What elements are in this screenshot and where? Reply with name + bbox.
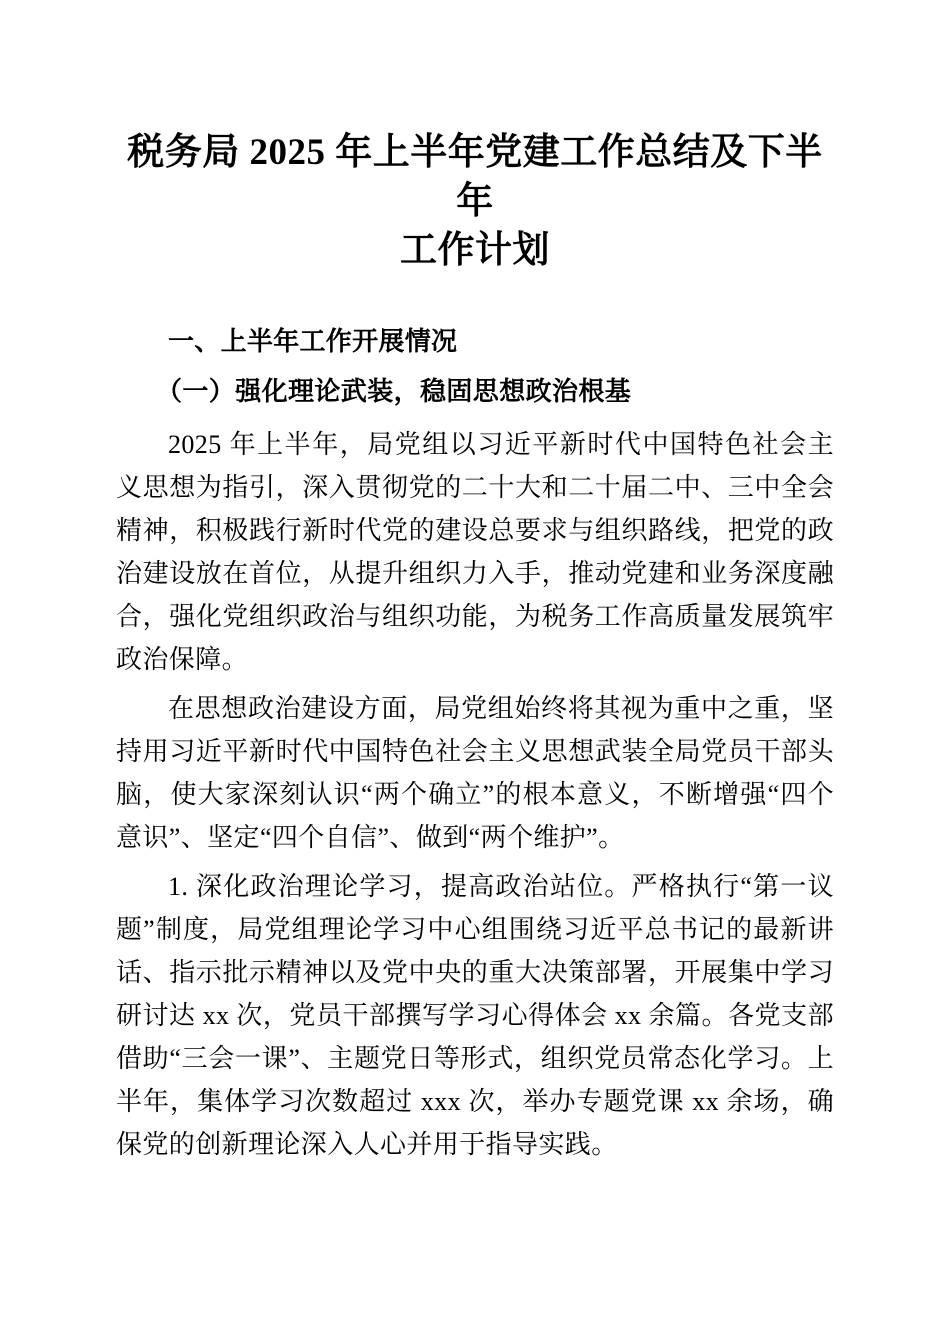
page-title-line-1: 税务局 2025 年上半年党建工作总结及下半年	[127, 132, 823, 222]
subsection-heading-1: （一）强化理论武装，稳固思想政治根基	[156, 377, 632, 406]
document-content	[116, 0, 834, 1166]
page-title	[116, 0, 834, 275]
section-heading-1: 一、上半年工作开展情况	[168, 326, 458, 356]
body-paragraph-1: 2025 年上半年，局党组以习近平新时代中国特色社会主义思想为指引，深入贯彻党的二十大和二十届二中、三中全会精神，积极践行新时代党的建设总要求与组织路线，把党的政治建设放在首位，从提升组织力入手，推动党建和业务深度融合，强化党组织政治与组织功能，为税务工作高质量发展筑牢政治保障。	[116, 430, 834, 674]
body-paragraph-3: 1. 深化政治理论学习，提高政治站位。严格执行“第一议题”制度，局党组理论学习中心组围绕习近平总书记的最新讲话、指示批示精神以及党中央的重大决策部署，开展集中学习研讨达 xx 次，党员干部撰写学习心得体会 xx 余篇。各党支部借助“三会一课”、主题党日等形式，组织党员常态化学习。上半年，集体学习次数超过 xxx 次，举办专题党课 xx 余场，确保党的创新理论深入人心并用于指导实践。	[116, 872, 834, 1159]
page-title-line-2: 工作计划	[400, 230, 550, 271]
body-paragraph-2: 在思想政治建设方面，局党组始终将其视为重中之重，坚持用习近平新时代中国特色社会主义思想武装全局党员干部头脑，使大家深刻认识“两个确立”的根本意义，不断增强“四个意识”、坚定“四个自信”、做到“两个维护”。	[116, 694, 834, 852]
